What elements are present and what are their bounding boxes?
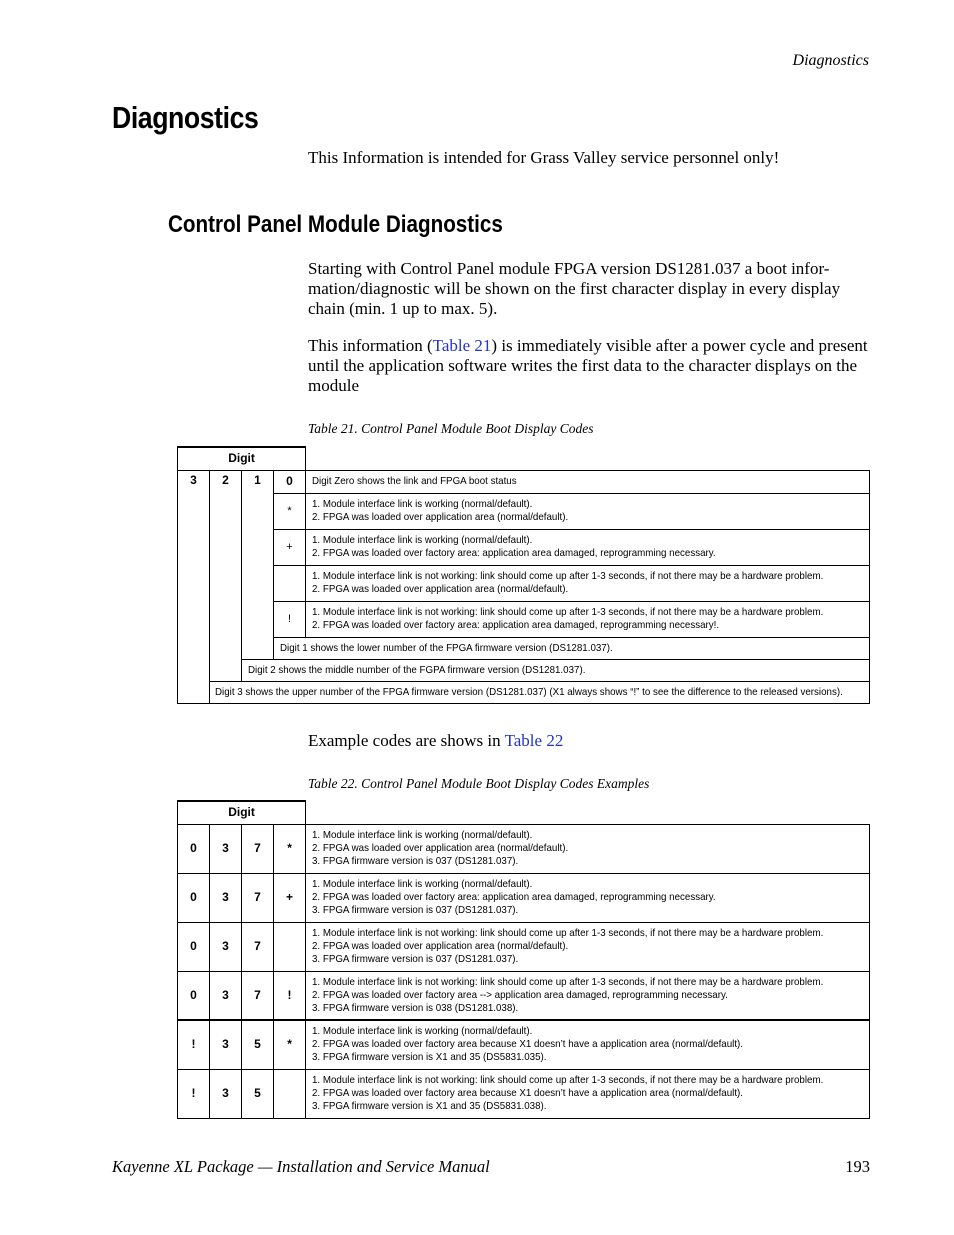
example-description: 1. Module interface link is working (normal/default). 2. FPGA was loaded over application area (normal/default). 3. FPGA firmware version is 037 (DS1281.037). — [306, 824, 870, 873]
example-digit: 3 — [210, 1069, 242, 1118]
table21-header: Digit — [178, 447, 306, 470]
status-description: 1. Module interface link is not working: link should come up after 1-3 seconds, if not there may be a hardware problem. 2. FPGA was loaded over application area (normal/default). — [306, 565, 870, 601]
table21-link[interactable]: Table 21 — [432, 336, 492, 355]
section-paragraph-1: Starting with Control Panel module FPGA version DS1281.037 a boot infor- mation/diagnostic will be shown on the first character display in every display chain (min. 1 up to max. 5). — [308, 259, 841, 318]
page-number: 193 — [845, 1157, 870, 1176]
example-digit: 0 — [178, 922, 210, 971]
example-digit: + — [274, 873, 306, 922]
example-description: 1. Module interface link is not working: link should come up after 1-3 seconds, if not there may be a hardware problem. 2. FPGA was loaded over factory area because X1 doesn’t have a application area (normal/default). 3. FPGA firmware version is X1 and 35 (DS5831.038). — [306, 1069, 870, 1118]
footer-title: Kayenne XL Package — Installation and Service Manual — [112, 1157, 490, 1176]
example-digit: 3 — [210, 1020, 242, 1069]
status-symbol — [274, 565, 306, 601]
digit-0-description: Digit Zero shows the link and FPGA boot status — [306, 470, 870, 493]
example-text: Example codes are shows in — [308, 731, 505, 750]
running-head: Diagnostics — [792, 52, 869, 69]
example-description: 1. Module interface link is not working: link should come up after 1-3 seconds, if not there may be a hardware problem. 2. FPGA was loaded over factory area --> application area damaged, reprogramming necessary. 3. FPGA firmware version is 038 (DS1281.038). — [306, 971, 870, 1020]
example-digit: ! — [178, 1069, 210, 1118]
table22-link[interactable]: Table 22 — [504, 731, 564, 750]
digit-3-description: Digit 3 shows the upper number of the FPGA firmware version (DS1281.037) (X1 always shows “!” to see the difference to the released versions). — [210, 681, 870, 703]
example-digit: ! — [178, 1020, 210, 1069]
section-heading: Control Panel Module Diagnostics — [168, 211, 503, 238]
example-digit: 3 — [210, 824, 242, 873]
table22-caption: Table 22. Control Panel Module Boot Display Codes Examples — [308, 776, 650, 791]
status-symbol: + — [274, 529, 306, 565]
status-description: 1. Module interface link is not working: link should come up after 1-3 seconds, if not there may be a hardware problem. 2. FPGA was loaded over factory area: application area damaged, reprogramming necessary!. — [306, 601, 870, 637]
table21-caption: Table 21. Control Panel Module Boot Display Codes — [308, 421, 594, 436]
example-description: 1. Module interface link is not working: link should come up after 1-3 seconds, if not there may be a hardware problem. 2. FPGA was loaded over application area (normal/default). 3. FPGA firmware version is 037 (DS1281.037). — [306, 922, 870, 971]
status-symbol: ! — [274, 601, 306, 637]
example-digit — [274, 922, 306, 971]
table22-header: Digit — [178, 801, 306, 824]
example-digit: 0 — [178, 873, 210, 922]
example-digit: * — [274, 1020, 306, 1069]
example-digit: 0 — [178, 971, 210, 1020]
table22 — [177, 800, 870, 1119]
example-digit — [274, 1069, 306, 1118]
status-symbol: * — [274, 493, 306, 529]
digit-2-description: Digit 2 shows the middle number of the FGPA firmware version (DS1281.037). — [242, 659, 870, 681]
example-digit: 7 — [242, 873, 274, 922]
example-digit: 7 — [242, 971, 274, 1020]
digit-0-label: 0 — [274, 470, 306, 493]
status-description: 1. Module interface link is working (normal/default). 2. FPGA was loaded over factory area: application area damaged, reprogramming necessary. — [306, 529, 870, 565]
intro-paragraph: This Information is intended for Grass Valley service personnel only! — [308, 148, 780, 167]
digit-2-label: 2 — [210, 470, 242, 681]
example-digit: 7 — [242, 922, 274, 971]
example-paragraph — [308, 731, 870, 751]
footer — [112, 1157, 870, 1177]
status-description: 1. Module interface link is working (normal/default). 2. FPGA was loaded over application area (normal/default). — [306, 493, 870, 529]
digit-3-label: 3 — [178, 470, 210, 703]
example-digit: 0 — [178, 824, 210, 873]
para2-text-before: This information ( — [308, 336, 433, 355]
para2-text-after: ) is immediately visible after a power cycle and present until the application software writes the first data to the character displays on the module — [308, 336, 868, 395]
example-digit: 7 — [242, 824, 274, 873]
example-digit: 3 — [210, 922, 242, 971]
example-digit: ! — [274, 971, 306, 1020]
example-digit: * — [274, 824, 306, 873]
digit-1-description: Digit 1 shows the lower number of the FPGA firmware version (DS1281.037). — [274, 637, 870, 659]
example-digit: 5 — [242, 1020, 274, 1069]
example-digit: 3 — [210, 873, 242, 922]
example-digit: 5 — [242, 1069, 274, 1118]
page-title: Diagnostics — [112, 100, 259, 135]
table21 — [177, 446, 870, 704]
example-description: 1. Module interface link is working (normal/default). 2. FPGA was loaded over factory area because X1 doesn’t have a application area (normal/default). 3. FPGA firmware version is X1 and 35 (DS5831.035). — [306, 1020, 870, 1069]
digit-1-label: 1 — [242, 470, 274, 659]
example-digit: 3 — [210, 971, 242, 1020]
example-description: 1. Module interface link is working (normal/default). 2. FPGA was loaded over factory area: application area damaged, reprogramming necessary. 3. FPGA firmware version is 037 (DS1281.037). — [306, 873, 870, 922]
section-paragraph-2 — [308, 336, 870, 396]
